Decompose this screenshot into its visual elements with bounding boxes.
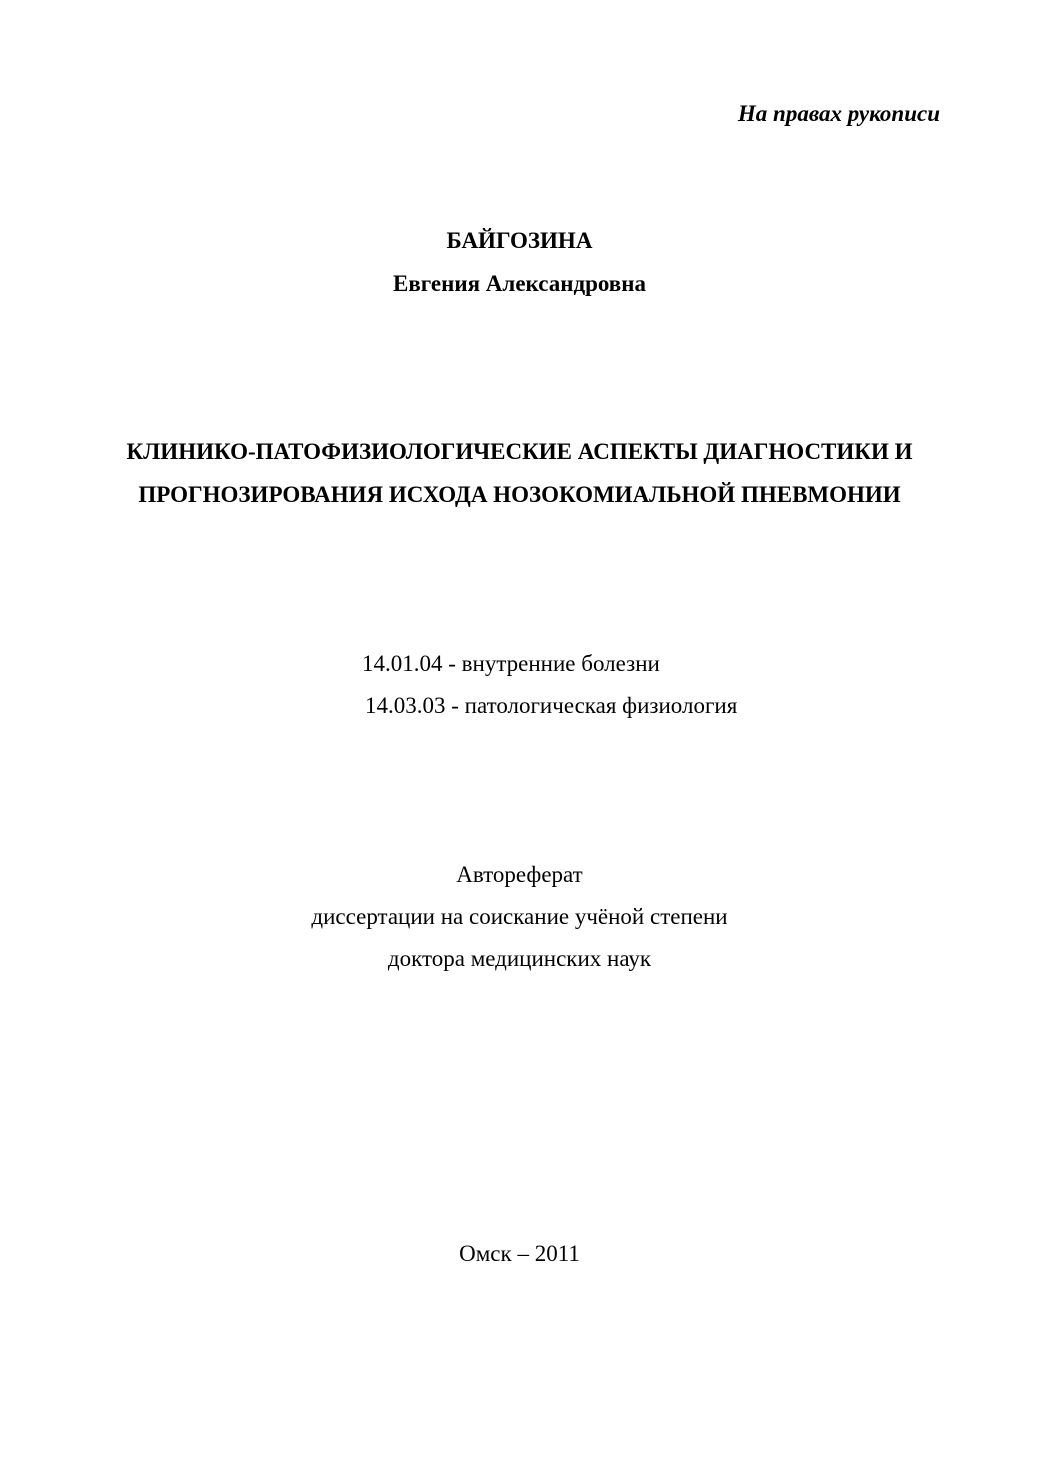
author-surname: БАЙГОЗИНА <box>446 228 593 253</box>
manuscript-note: На правах рукописи <box>737 101 940 126</box>
degree-line-2: доктора медицинских наук <box>387 946 652 971</box>
author-given-names: Евгения Александровна <box>393 271 646 296</box>
degree-line-1: диссертации на соискание учёной степени <box>311 904 728 929</box>
specialty-2: 14.03.03 - патологическая физиология <box>365 693 738 718</box>
document-kind: Автореферат <box>456 862 583 887</box>
thesis-title-line-2: ПРОГНОЗИРОВАНИЯ ИСХОДА НОЗОКОМИАЛЬНОЙ ПНЕВМОНИИ <box>138 482 901 507</box>
place-year: Омск – 2011 <box>459 1241 580 1266</box>
specialty-1: 14.01.04 - внутренние болезни <box>362 651 660 676</box>
thesis-title-line-1: КЛИНИКО-ПАТОФИЗИОЛОГИЧЕСКИЕ АСПЕКТЫ ДИАГНОСТИКИ И <box>126 439 913 464</box>
